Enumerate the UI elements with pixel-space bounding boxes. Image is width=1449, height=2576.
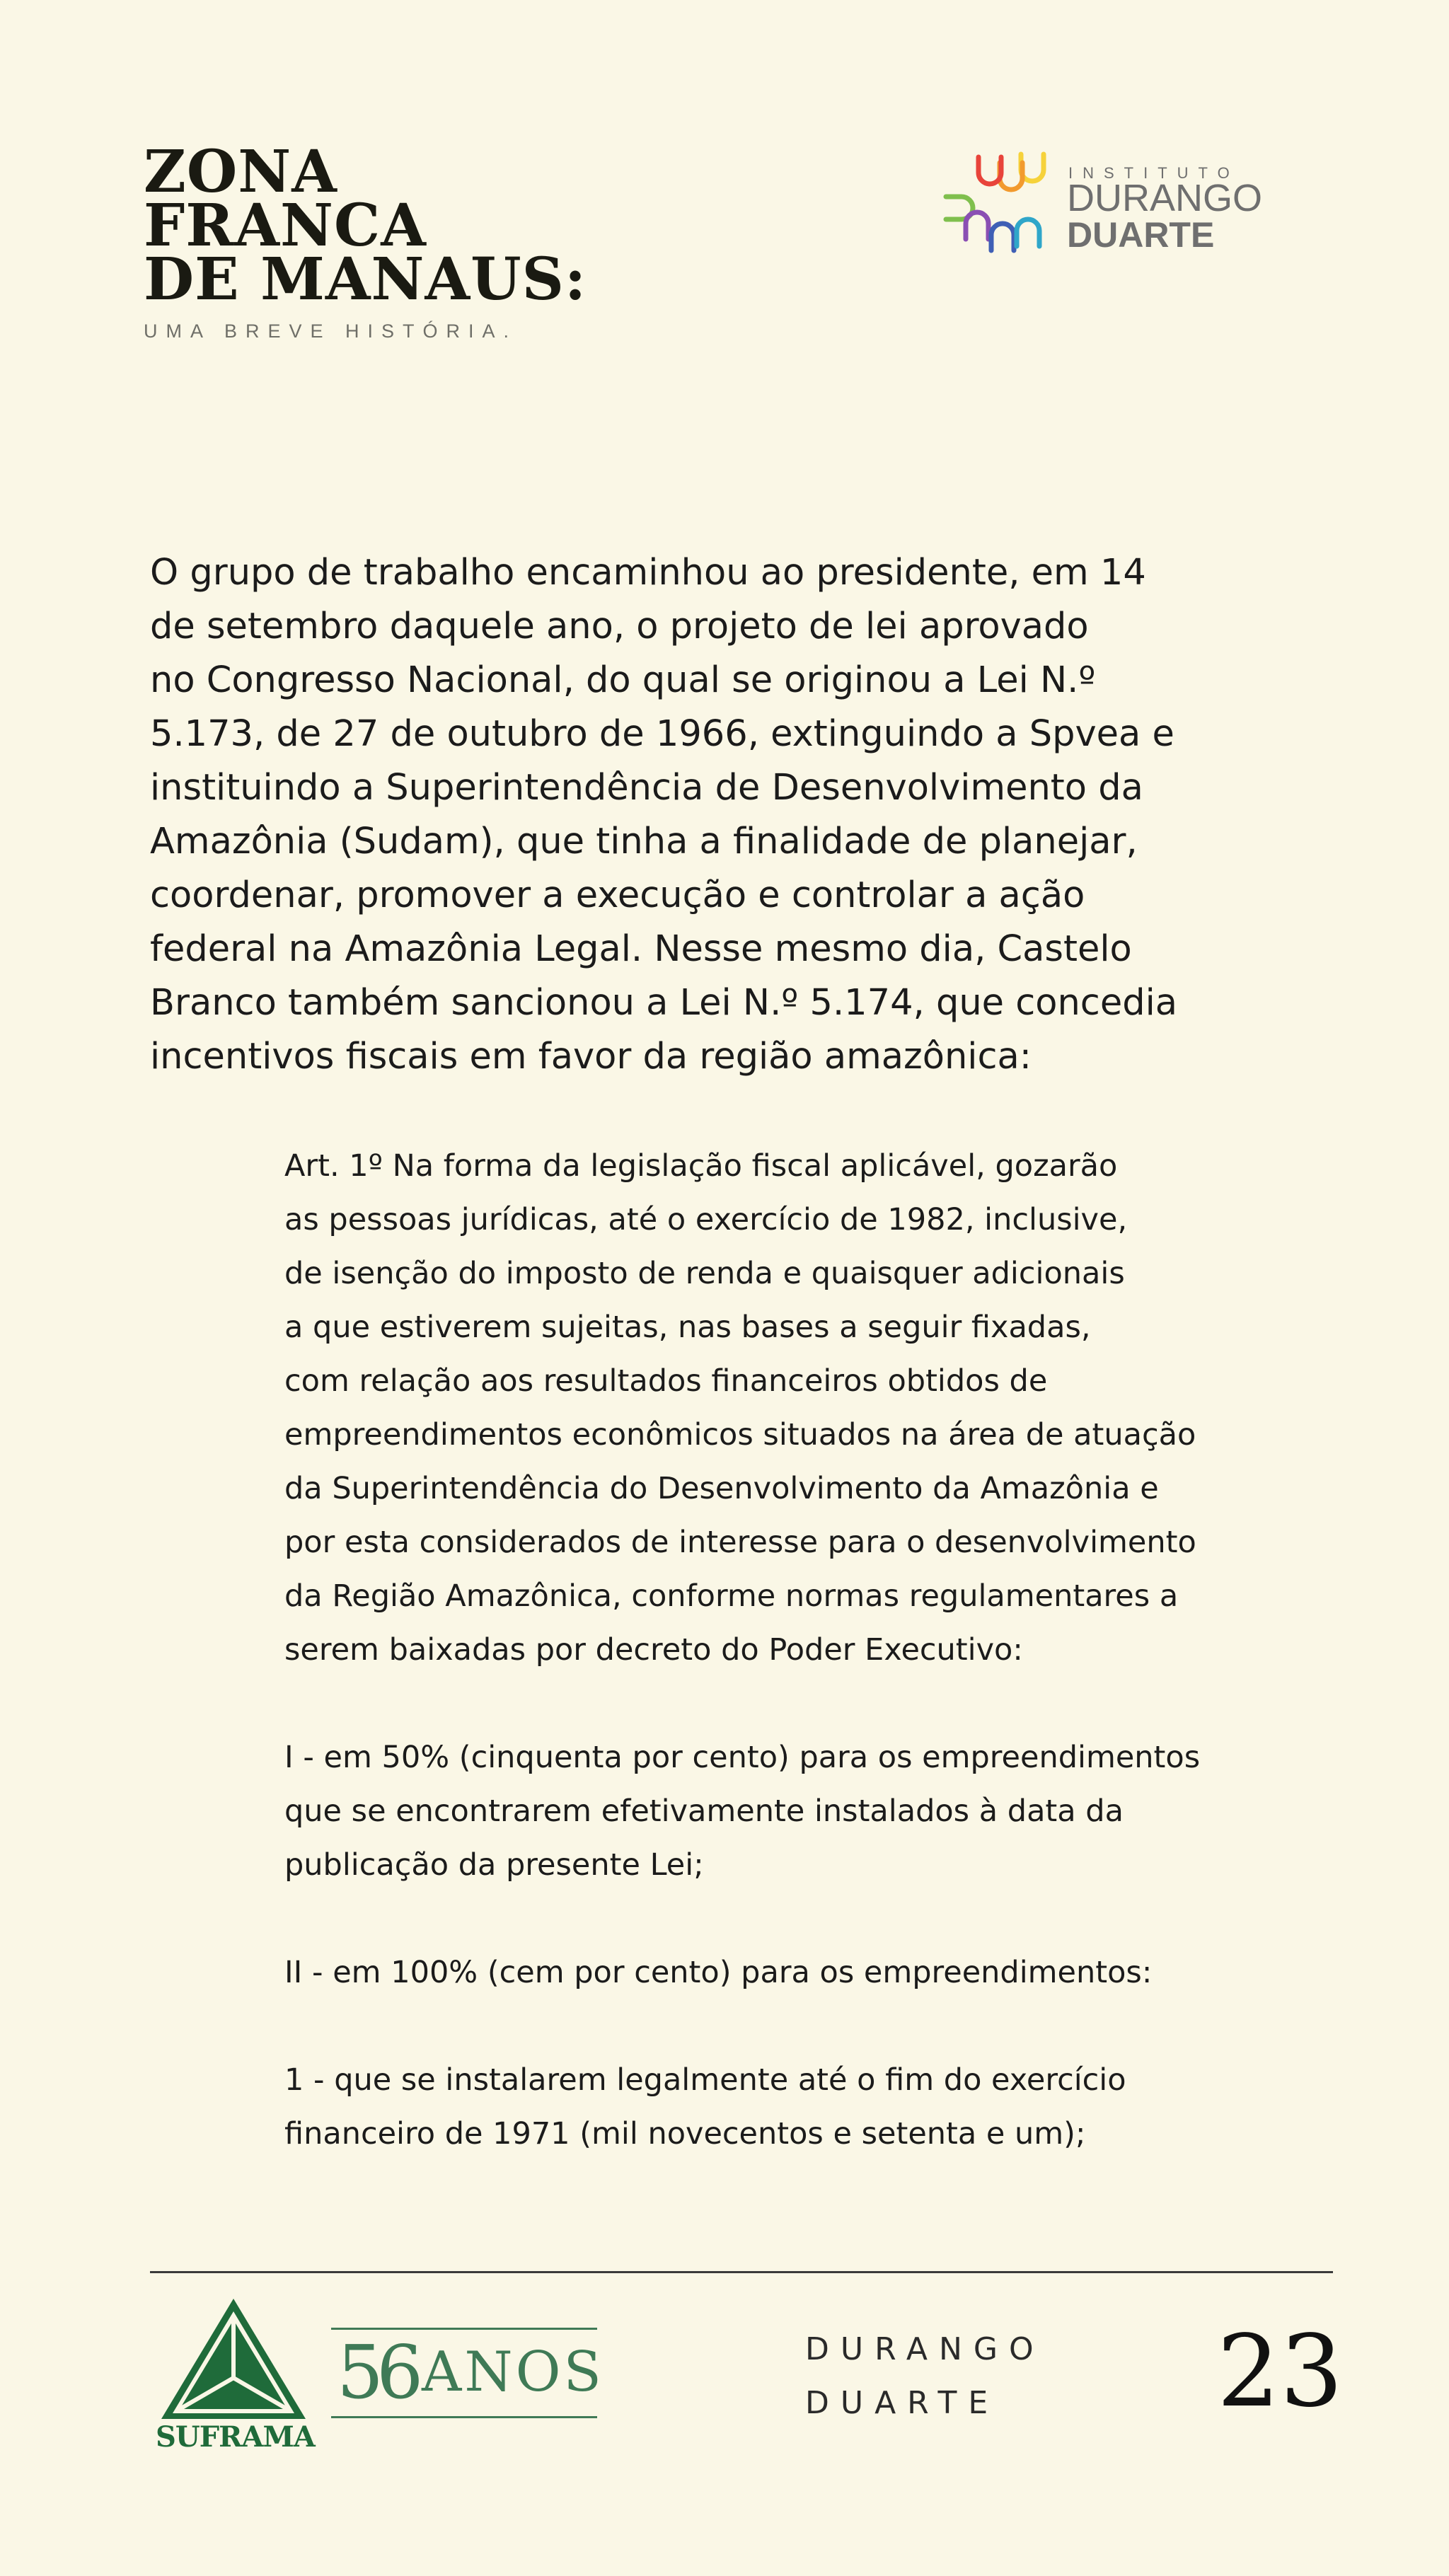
page-number: 23 [1217, 2314, 1344, 2430]
article-line: da Superintendência do Desenvolvimento da Amazônia e [284, 1471, 1159, 1506]
footer-brand-line-1: DURANGO [805, 2331, 1045, 2367]
law-quote [284, 1139, 1317, 2161]
institute-logo [937, 147, 1291, 282]
anniversary-badge [331, 2328, 604, 2418]
suframa-logo [156, 2294, 315, 2457]
intro-line: de setembro daquele ano, o projeto de lei aprovado [150, 606, 1089, 647]
arc-blue [991, 224, 1014, 250]
article-line: empreendimentos econômicos situados na área de atuação [284, 1417, 1196, 1452]
item-i-line: que se encontrarem efetivamente instalados à data da [284, 1794, 1124, 1829]
intro-line: Branco também sancionou a Lei N.º 5.174, que concedia [150, 982, 1178, 1024]
paragraph-gap [284, 1999, 1317, 2053]
title-line-2: FRANCA [144, 192, 427, 260]
intro-line: federal na Amazônia Legal. Nesse mesmo dia, Castelo [150, 928, 1132, 970]
book-subtitle: UMA BREVE HISTÓRIA. [144, 320, 518, 342]
item-1-line: financeiro de 1971 (mil novecentos e setenta e um); [284, 2116, 1086, 2152]
arc-cyan [1017, 219, 1039, 246]
intro-line: O grupo de trabalho encaminhou ao presidente, em 14 [150, 552, 1146, 594]
suframa-triangle-icon [156, 2294, 311, 2422]
item-i-line: publicação da presente Lei; [284, 1847, 704, 1883]
article-line: Art. 1º Na forma da legislação fiscal aplicável, gozarão [284, 1148, 1118, 1184]
intro-line: instituindo a Superintendência de Desenvolvimento da [150, 767, 1143, 809]
article-line: as pessoas jurídicas, até o exercício de 1982, inclusive, [284, 1202, 1128, 1237]
paragraph-gap [284, 1677, 1317, 1731]
article-line: de isenção do imposto de renda e quaisquer adicionais [284, 1256, 1125, 1291]
anniversary-word: ANOS [422, 2340, 604, 2404]
institute-name-line-2: DUARTE [1067, 215, 1215, 255]
rainbow-arcs-icon [937, 147, 1058, 282]
article-line: por esta considerados de interesse para o desenvolvimento [284, 1525, 1196, 1560]
footer-divider [150, 2271, 1333, 2273]
intro-line: coordenar, promover a execução e controlar a ação [150, 874, 1085, 916]
book-title [144, 138, 596, 342]
anniversary-number: 56 [337, 2329, 417, 2415]
intro-line: 5.173, de 27 de outubro de 1966, extinguindo a Spvea e [150, 713, 1174, 755]
item-i-line: I - em 50% (cinquenta por cento) para os empreendimentos [284, 1740, 1201, 1775]
intro-line: no Congresso Nacional, do qual se originou a Lei N.º [150, 659, 1096, 701]
institute-label: INSTITUTO [1068, 164, 1240, 182]
article-line: serem baixadas por decreto do Poder Executivo: [284, 1632, 1023, 1668]
intro-line: Amazônia (Sudam), que tinha a finalidade de planejar, [150, 821, 1138, 862]
article-line: a que estiverem sujeitas, nas bases a seguir fixadas, [284, 1310, 1091, 1345]
suframa-label: SUFRAMA [156, 2420, 315, 2454]
article-line: da Região Amazônica, conforme normas regulamentares a [284, 1578, 1179, 1614]
footer-brand [805, 2323, 1045, 2430]
item-ii-line: II - em 100% (cem por cento) para os empreendimentos: [284, 1955, 1153, 1990]
arc-purple [966, 212, 988, 239]
title-line-1: ZONA [144, 138, 337, 206]
institute-name-line-1: DURANGO [1067, 177, 1263, 219]
title-line-3: DE MANAUS: [144, 246, 587, 313]
article-line: com relação aos resultados financeiros obtidos de [284, 1363, 1048, 1399]
footer-brand-line-2: DUARTE [805, 2385, 1000, 2421]
intro-line: incentivos fiscais em favor da região amazônica: [150, 1036, 1032, 1078]
intro-paragraph [150, 546, 1296, 1084]
paragraph-gap [284, 1892, 1317, 1946]
item-1-line: 1 - que se instalarem legalmente até o fim do exercício [284, 2062, 1126, 2098]
